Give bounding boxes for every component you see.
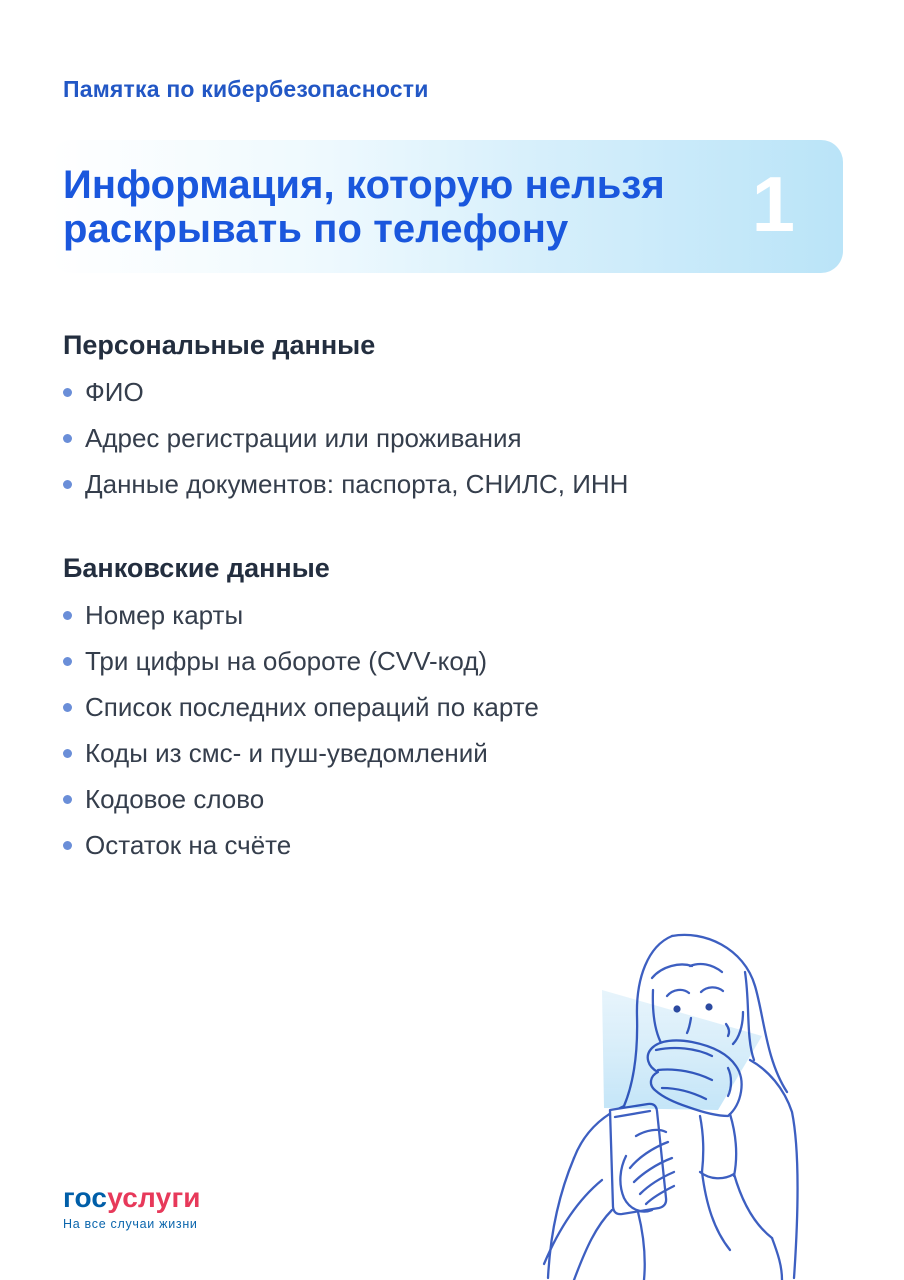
list-item-label: Остаток на счёте xyxy=(85,830,292,860)
list-item-label: Адрес регистрации или проживания xyxy=(85,423,522,453)
section-heading: Персональные данные xyxy=(63,330,376,360)
title-banner xyxy=(50,140,843,273)
memo-kicker: Памятка по кибербезопасности xyxy=(63,76,429,102)
list-item xyxy=(63,739,703,768)
list-item-label: Данные документов: паспорта, СНИЛС, ИНН xyxy=(85,469,629,499)
list-item-label: Три цифры на обороте (CVV-код) xyxy=(85,646,488,676)
section-bank-data xyxy=(63,553,703,860)
bullet-dot-icon xyxy=(63,434,72,443)
list-item-label: Кодовое слово xyxy=(85,784,265,814)
list-item-label: Список последних операций по карте xyxy=(85,692,539,722)
bullet-dot-icon xyxy=(63,749,72,758)
gosuslugi-logo xyxy=(63,1184,201,1212)
page-title-line1: Информация, которую нельзя xyxy=(63,162,665,207)
worried-woman-illustration xyxy=(540,920,904,1280)
list-item-label: Номер карты xyxy=(85,600,244,630)
bank-data-list xyxy=(63,601,703,860)
logo-tagline: На все случаи жизни xyxy=(63,1217,198,1231)
bullet-dot-icon xyxy=(63,703,72,712)
list-item xyxy=(63,470,703,499)
bullet-dot-icon xyxy=(63,611,72,620)
personal-data-list xyxy=(63,378,703,499)
list-item xyxy=(63,647,703,676)
section-personal-data xyxy=(63,330,703,499)
bullet-dot-icon xyxy=(63,657,72,666)
memo-content xyxy=(63,330,703,860)
list-item xyxy=(63,785,703,814)
page-title xyxy=(50,163,665,251)
footer xyxy=(63,1184,201,1231)
bullet-dot-icon xyxy=(63,841,72,850)
list-item xyxy=(63,693,703,722)
logo-part-gos: гос xyxy=(63,1182,108,1213)
list-item-label: ФИО xyxy=(85,377,144,407)
bullet-dot-icon xyxy=(63,480,72,489)
list-item xyxy=(63,831,703,860)
list-item xyxy=(63,601,703,630)
list-item-label: Коды из смс- и пуш-уведомлений xyxy=(85,738,488,768)
bullet-dot-icon xyxy=(63,388,72,397)
page-number-badge: 1 xyxy=(751,159,795,248)
section-heading: Банковские данные xyxy=(63,553,330,583)
bullet-dot-icon xyxy=(63,795,72,804)
list-item xyxy=(63,378,703,407)
page-title-line2: раскрывать по телефону xyxy=(63,206,569,251)
logo-part-uslugi: услуги xyxy=(107,1182,201,1213)
list-item xyxy=(63,424,703,453)
